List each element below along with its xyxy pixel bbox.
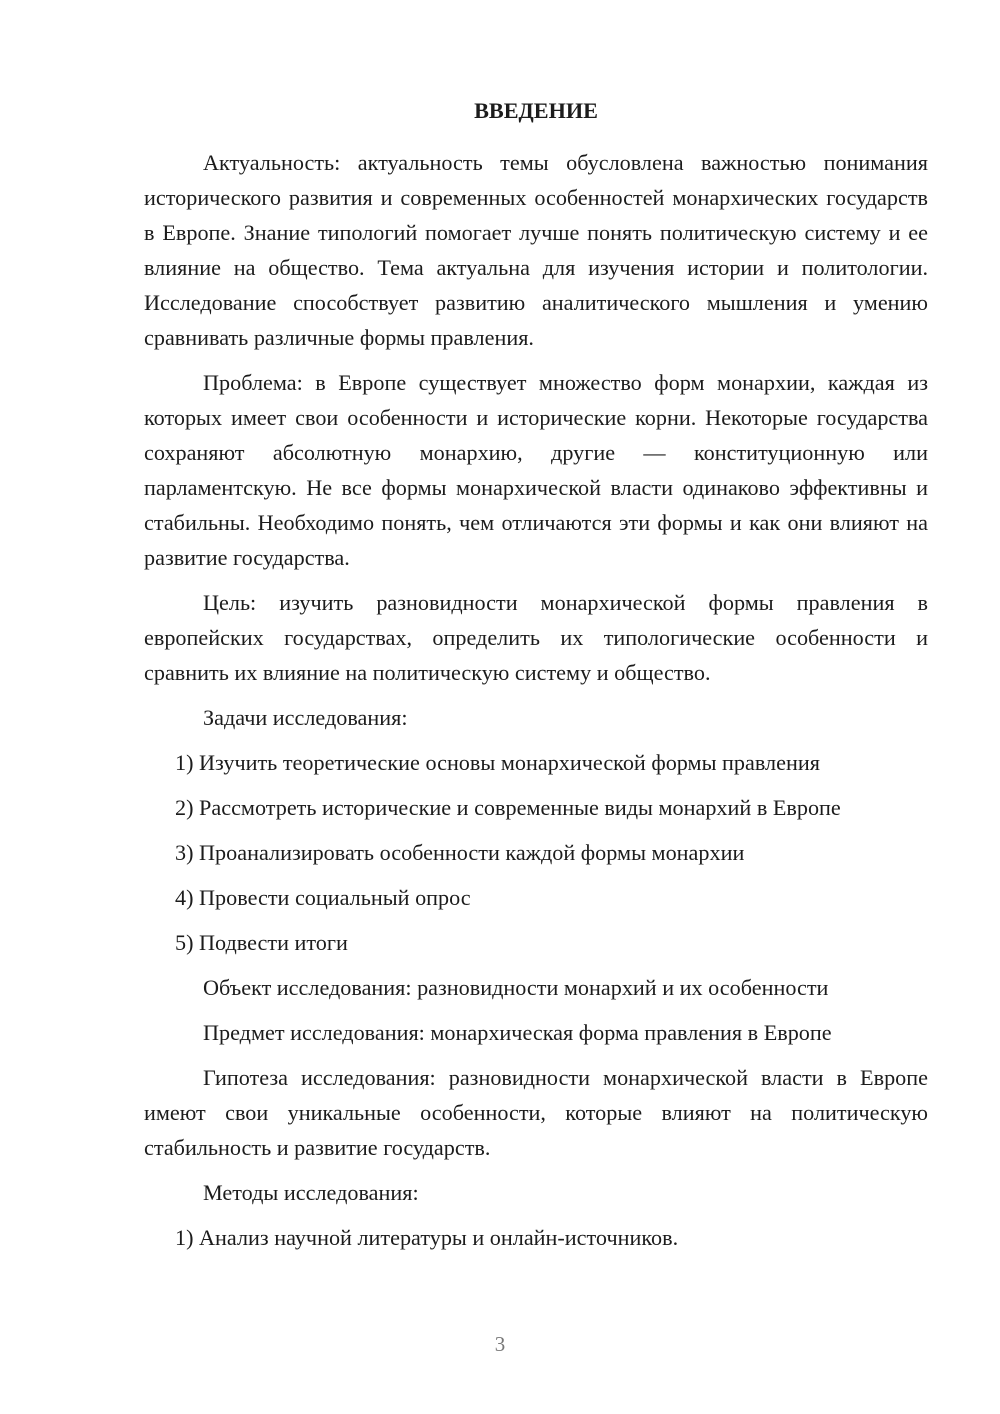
- document-page: [144, 95, 928, 1265]
- method-item: 1) Анализ научной литературы и онлайн-источников.: [175, 1225, 679, 1250]
- research-object: Объект исследования: разновидности монархий и их особенности: [203, 975, 829, 1000]
- problem-paragraph: Проблема: в Европе существует множество форм монархии, каждая из которых имеет свои особенности и исторические корни. Некоторые государства сохраняют абсолютную монархию, другие — конституционную или парламентскую. Не все формы монархической власти одинаково эффективны и стабильны. Необходимо понять, чем отличаются эти формы и как они влияют на развитие государства.: [144, 370, 928, 570]
- section-title: ВВЕДЕНИЕ: [474, 98, 598, 123]
- methods-heading: Методы исследования:: [203, 1180, 419, 1205]
- task-item: 4) Провести социальный опрос: [175, 885, 471, 910]
- task-item: 2) Рассмотреть исторические и современные виды монархий в Европе: [175, 795, 841, 820]
- task-item: 1) Изучить теоретические основы монархической формы правления: [175, 750, 820, 775]
- relevance-paragraph: Актуальность: актуальность темы обусловлена важностью понимания исторического развития и современных особенностей монархических государств в Европе. Знание типологий помогает лучше понять политическую систему и ее влияние на общество. Тема актуальна для изучения истории и политологии. Исследование способствует развитию аналитического мышления и умению сравнивать различные формы правления.: [144, 150, 928, 350]
- hypothesis-paragraph: Гипотеза исследования: разновидности монархической власти в Европе имеют свои уникальные особенности, которые влияют на политическую стабильность и развитие государств.: [144, 1065, 928, 1160]
- tasks-heading: Задачи исследования:: [203, 705, 408, 730]
- task-item: 3) Проанализировать особенности каждой формы монархии: [175, 840, 745, 865]
- goal-paragraph: Цель: изучить разновидности монархической формы правления в европейских государствах, определить их типологические особенности и сравнить их влияние на политическую систему и общество.: [144, 590, 928, 685]
- research-subject: Предмет исследования: монархическая форма правления в Европе: [203, 1020, 832, 1045]
- page-number: 3: [494, 1332, 506, 1356]
- task-item: 5) Подвести итоги: [175, 930, 348, 955]
